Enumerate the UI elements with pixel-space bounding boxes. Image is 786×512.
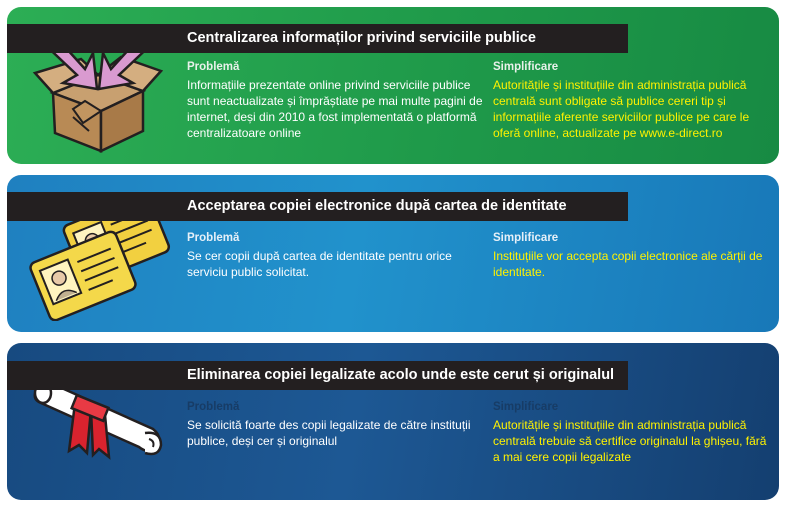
problem-column <box>187 232 487 280</box>
panel-title: Eliminarea copiei legalizate acolo unde este cerut și originalul <box>7 361 628 390</box>
problem-column <box>187 401 487 449</box>
panel-title: Centralizarea informaților privind serviciile publice <box>7 24 628 53</box>
solution-text: Autoritățile și instituțiile din administrația publică centrală sunt obligate să publice cereri tip și informațiile aferente serviciilor publice pe care le oferă online, actualizate pe www.e-direct.ro <box>493 78 750 140</box>
panel-title: Acceptarea copiei electronice după cartea de identitate <box>7 192 628 221</box>
problem-label: Problemă <box>187 401 240 413</box>
solution-column <box>493 401 775 465</box>
problem-text: Se solicită foarte des copii legalizate de către instituții publice, deși cer și originalul <box>187 418 471 448</box>
solution-column <box>493 61 775 141</box>
panel-legalized-copy <box>7 343 779 500</box>
solution-text: Autoritățile și instituțiile din administrația publică centrală trebuie să certifice originalul la ghișeu, fără a mai cere copii legalizate <box>493 418 767 464</box>
problem-text: Informațiile prezentate online privind serviciile publice sunt neactualizate și împrăștiate pe mai multe pagini de internet, deși din 2010 a fost implementată o platformă centralizatoare online <box>187 78 483 140</box>
solution-label: Simplificare <box>493 401 559 413</box>
panel-electronic-id-copy <box>7 175 779 332</box>
problem-label: Problemă <box>187 61 240 73</box>
problem-column <box>187 61 487 141</box>
solution-column <box>493 232 775 280</box>
problem-text: Se cer copii după cartea de identitate pentru orice serviciu public solicitat. <box>187 249 452 279</box>
solution-label: Simplificare <box>493 232 559 244</box>
problem-label: Problemă <box>187 232 240 244</box>
panel-centralization <box>7 7 779 164</box>
solution-text: Instituțiile vor accepta copii electronice ale cărții de identitate. <box>493 249 763 279</box>
solution-label: Simplificare <box>493 61 559 73</box>
